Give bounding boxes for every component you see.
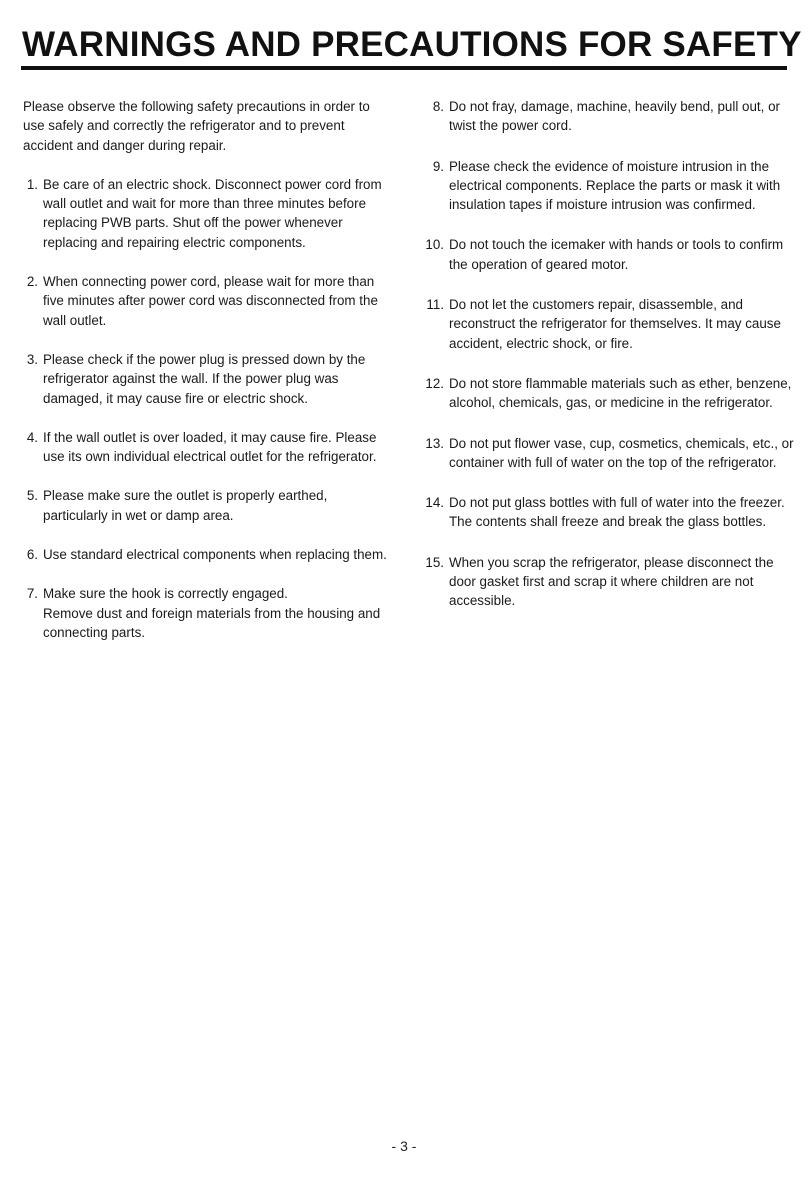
item-number: 13. [425, 435, 444, 451]
list-item [424, 493, 794, 532]
item-number: 3. [26, 351, 38, 367]
item-text: Do not put flower vase, cup, cosmetics, chemicals, etc., or container with full of water on the top of the refrigerator. [449, 435, 794, 470]
item-text: Be care of an electric shock. Disconnect power cord from wall outlet and wait for more than three minutes before replacing PWB parts. Shut off the power whenever replacing and repairing electric components. [43, 176, 382, 250]
item-number: 9. [432, 158, 444, 174]
item-text: Do not let the customers repair, disassemble, and reconstruct the refrigerator for themselves. It may cause accident, electric shock, or fire. [449, 297, 781, 351]
list-item [424, 295, 794, 353]
item-text: When connecting power cord, please wait for more than five minutes after power cord was disconnected from the wall outlet. [43, 274, 378, 328]
item-number: 4. [26, 429, 38, 445]
left-column [23, 97, 395, 642]
list-item [23, 545, 395, 564]
intro-paragraph: Please observe the following safety precautions in order to use safely and correctly the refrigerator and to prevent accident and danger during repair. [23, 99, 370, 153]
item-text: Please make sure the outlet is properly earthed, particularly in wet or damp area. [43, 488, 328, 523]
item-number: 6. [26, 547, 38, 563]
item-number: 1. [26, 176, 38, 192]
item-number: 15. [425, 554, 444, 570]
item-number: 10. [425, 237, 444, 253]
item-text: Please check if the power plug is pressed down by the refrigerator against the wall. If the power plug was damaged, it may cause fire or electric shock. [43, 351, 366, 406]
item-text: When you scrap the refrigerator, please disconnect the door gasket first and scrap it where children are not accessible. [449, 554, 774, 609]
precautions-list-left [23, 175, 395, 642]
item-number: 12. [425, 375, 444, 391]
list-item [23, 175, 395, 252]
list-item [424, 97, 794, 136]
list-item [23, 428, 395, 467]
right-column [424, 97, 794, 611]
item-text: Make sure the hook is correctly engaged. Remove dust and foreign materials from the housing and connecting parts. [43, 586, 381, 640]
item-number: 14. [425, 495, 444, 511]
item-text: If the wall outlet is over loaded, it may cause fire. Please use its own individual electrical outlet for the refrigerator. [43, 429, 377, 465]
list-item [424, 374, 794, 413]
item-text: Do not put glass bottles with full of water into the freezer. The contents shall freeze and break the glass bottles. [449, 495, 785, 530]
page-title: WARNINGS AND PRECAUTIONS FOR SAFETY [22, 25, 802, 64]
item-number: 2. [26, 274, 38, 290]
list-item [424, 235, 794, 274]
item-text: Use standard electrical components when replacing them. [43, 547, 387, 563]
item-number: 5. [26, 488, 38, 504]
page-number: - 3 - [391, 1138, 417, 1154]
title-underline [21, 66, 787, 70]
list-item [23, 486, 395, 525]
item-text: Do not fray, damage, machine, heavily bend, pull out, or twist the power cord. [449, 99, 780, 134]
item-text: Do not store flammable materials such as ether, benzene, alcohol, chemicals, gas, or medicine in the refrigerator. [449, 375, 792, 411]
item-text: Do not touch the icemaker with hands or tools to confirm the operation of geared motor. [449, 237, 784, 272]
list-item [424, 553, 794, 611]
precautions-list-right [424, 97, 794, 611]
list-item [23, 272, 395, 330]
list-item [23, 350, 395, 408]
list-item [23, 584, 395, 642]
list-item [424, 434, 794, 473]
item-text: Please check the evidence of moisture intrusion in the electrical components. Replace the parts or mask it with insulation tapes if moisture intrusion was confirmed. [449, 158, 781, 213]
item-number: 7. [26, 586, 38, 602]
item-number: 8. [432, 99, 444, 114]
list-item [424, 157, 794, 215]
item-number: 11. [426, 297, 444, 313]
